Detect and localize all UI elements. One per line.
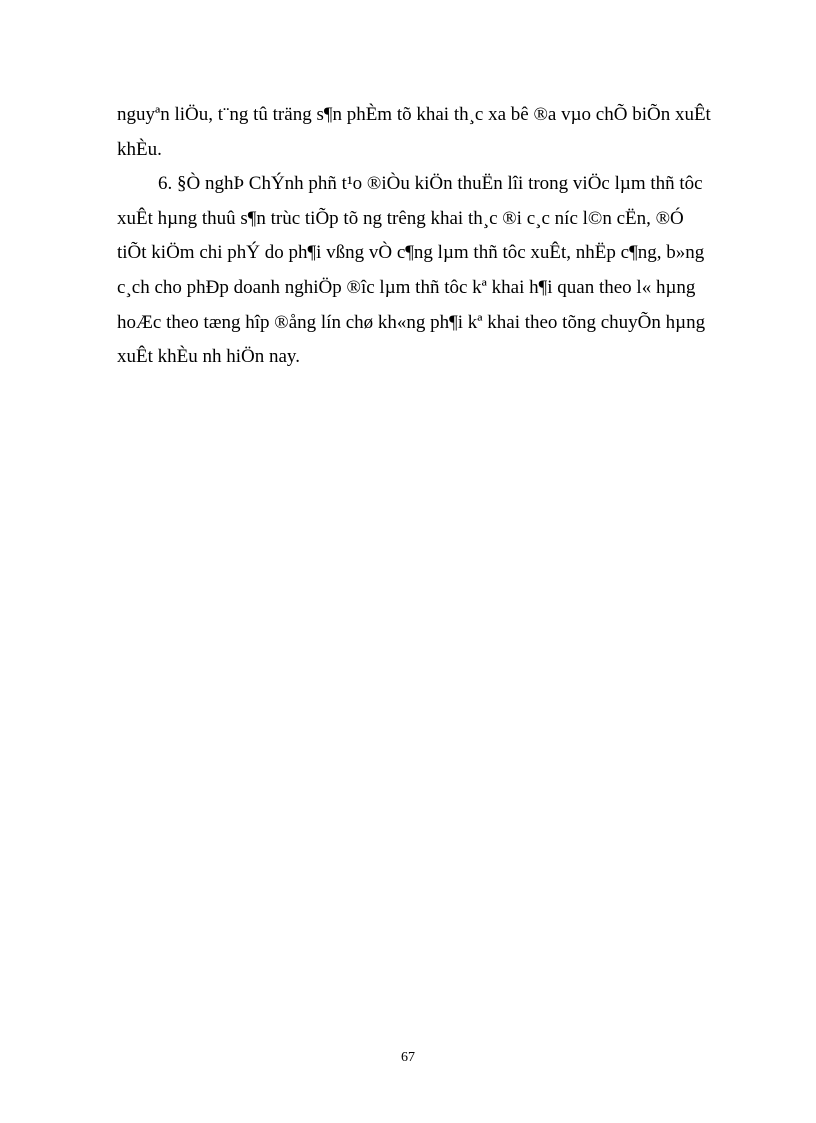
body-text <box>117 98 717 375</box>
text-line: xuÊt hµng thuû s¶n trùc tiÕp tõ ng trêng khai th¸c ®i c¸c níc l©n cËn, ®Ó <box>117 207 684 229</box>
text-line: nguyªn liÖu, t¨ng tû träng s¶n phÈm tõ khai th¸c xa bê ®a vµo chÕ biÕn xuÊt <box>117 104 711 125</box>
text-line: 6. §Ò nghÞ ChÝnh phñ t¹o ®iÒu kiÖn thuËn lîi trong viÖc lµm thñ tôc <box>158 173 703 195</box>
text-line: xuÊt khÈu nh hiÖn nay. <box>117 346 300 368</box>
text-line: c¸ch cho phÐp doanh nghiÖp ®îc lµm thñ tôc kª khai h¶i quan theo l« hµng <box>117 276 696 298</box>
text-line: hoÆc theo tæng hîp ®ång lín chø kh«ng ph¶i kª khai theo tõng chuyÕn hµng <box>117 311 706 333</box>
page-number: 67 <box>401 1050 415 1065</box>
text-line: tiÕt kiÖm chi phÝ do ph¶i vßng vÒ c¶ng lµm thñ tôc xuÊt, nhËp c¶ng, b»ng <box>117 242 705 264</box>
text-line: khÈu. <box>117 138 162 160</box>
